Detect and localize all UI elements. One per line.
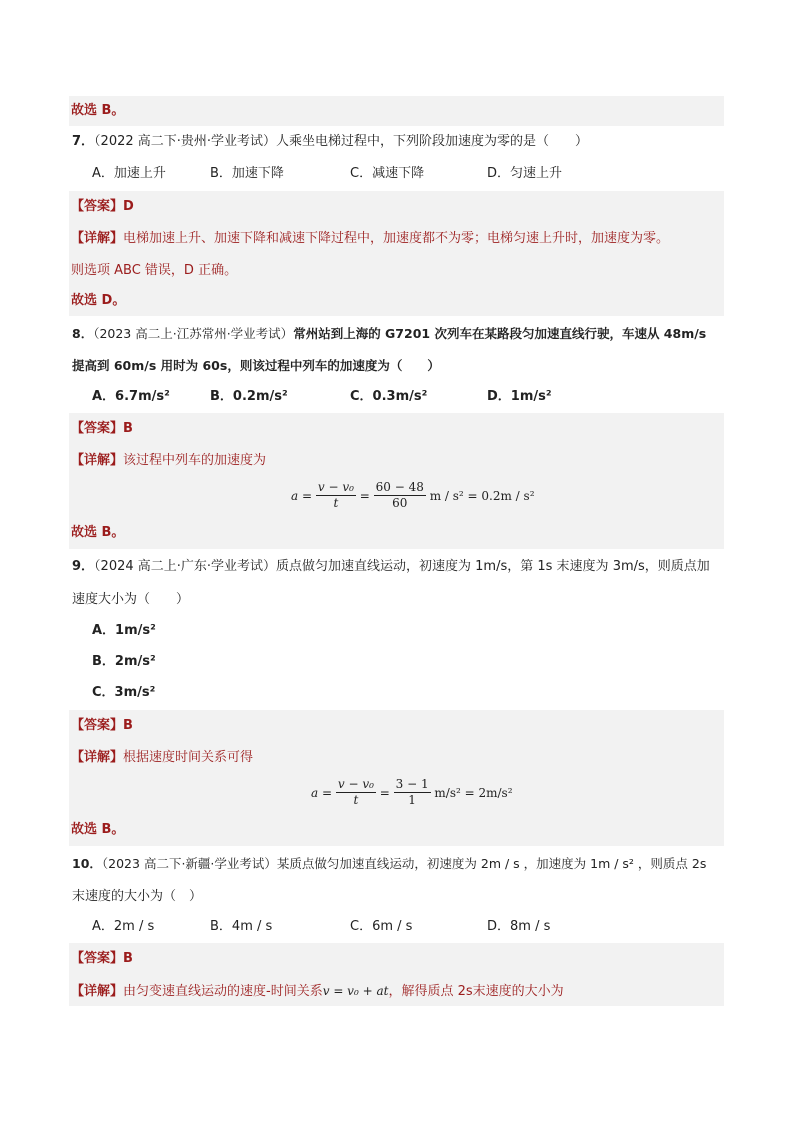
q8-answer-row xyxy=(69,413,724,445)
q10-stem-row xyxy=(70,850,724,878)
q10-detail-tag: 【详解】 xyxy=(71,984,124,999)
q9-conclusion: 故选 B。 xyxy=(71,822,125,837)
q8-detail-row xyxy=(69,445,724,477)
q9-option-a: A．1m/s² xyxy=(92,623,156,638)
q8-option-a: A．6.7m/s² xyxy=(92,389,170,404)
q10-stem xyxy=(72,854,706,874)
q8-formula xyxy=(291,480,535,511)
q9-answer-value: B xyxy=(123,718,133,733)
q9-detail-row xyxy=(69,742,724,774)
q9-stem xyxy=(72,557,710,577)
q9-source: （2024 高二上·广东·学业考试） xyxy=(94,559,277,574)
q6-conclusion-row xyxy=(69,96,724,126)
q7-option-d: D．匀速上升 xyxy=(487,166,563,181)
q9-frac1-den: t xyxy=(353,793,359,807)
q8-frac2-num: 60 − 48 xyxy=(375,480,424,494)
q9-conclusion-row xyxy=(69,814,724,846)
q8-option-d: D．1m/s² xyxy=(487,389,552,404)
q9-answer xyxy=(71,716,133,736)
q10-option-c: C．6m / s xyxy=(350,919,413,934)
q8-detail-tag: 【详解】 xyxy=(71,453,124,468)
q8-stem-row-2 xyxy=(70,352,724,380)
q9-frac1-num: v − v₀ xyxy=(337,777,374,791)
q10-source: （2023 高二下·新疆·学业考试） xyxy=(101,856,277,871)
q8-frac2-den: 60 xyxy=(392,496,408,510)
q8-stem-row xyxy=(70,320,724,348)
q9-option-c: C．3m/s² xyxy=(92,685,156,700)
q7-detail-tag: 【详解】 xyxy=(71,231,124,246)
q9-formula-eq: = xyxy=(379,785,390,800)
q8-options-row xyxy=(70,385,724,411)
q7-conclusion: 故选 D。 xyxy=(71,293,126,308)
q9-detail-tag: 【详解】 xyxy=(71,750,124,765)
q7-option-b: B．加速下降 xyxy=(210,166,284,181)
q9-answer-tag: 【答案】 xyxy=(71,718,124,733)
q7-answer-tag: 【答案】 xyxy=(71,199,124,214)
q10-question-2: 末速度的大小为（ ） xyxy=(72,889,203,904)
q10-option-d: D．8m / s xyxy=(487,919,551,934)
q10-answer-row xyxy=(69,943,724,975)
q7-detail-row xyxy=(69,223,724,255)
q8-detail-text: 该过程中列车的加速度为 xyxy=(123,453,267,468)
q8-number: 8． xyxy=(72,326,94,341)
q10-detail-formula: v = v₀ + at xyxy=(322,984,389,998)
q9-answer-row xyxy=(69,710,724,742)
q8-question: 常州站到上海的 G7201 次列车在某路段匀加速直线行驶，车速从 48m/s xyxy=(293,326,707,341)
q7-options-row xyxy=(70,162,724,188)
q9-option-b-row xyxy=(70,651,724,677)
q9-detail xyxy=(71,748,253,768)
q9-formula-frac1 xyxy=(336,777,376,808)
q7-option-a: A．加速上升 xyxy=(92,166,166,181)
q8-answer xyxy=(71,419,133,439)
q8-formula-rhs: m / s² = 0.2m / s² xyxy=(429,488,535,503)
q8-conclusion: 故选 B。 xyxy=(71,525,125,540)
q8-source: （2023 高二上·江苏常州·学业考试） xyxy=(93,326,294,341)
q9-question-2: 速度大小为（ ） xyxy=(72,592,190,607)
q8-stem xyxy=(72,324,706,344)
q9-number: 9． xyxy=(72,559,95,574)
q10-stem-row-2 xyxy=(70,883,724,911)
q8-conclusion-row xyxy=(69,517,724,549)
q8-formula-frac2 xyxy=(374,480,426,511)
q7-option-c: C．减速下降 xyxy=(350,166,425,181)
q8-option-b: B．0.2m/s² xyxy=(210,389,288,404)
q9-formula xyxy=(311,777,513,808)
q7-stem-row xyxy=(70,128,724,156)
q10-options-row xyxy=(70,915,724,941)
q7-answer-value: D xyxy=(123,199,134,214)
q10-detail-row xyxy=(69,975,724,1006)
q10-detail-pre: 由匀变速直线运动的速度-时间关系 xyxy=(123,984,323,999)
q6-conclusion: 故选 B。 xyxy=(71,103,125,118)
q7-answer xyxy=(71,197,134,217)
q8-formula-lhs: a = xyxy=(291,488,313,503)
q10-answer xyxy=(71,949,133,969)
q9-formula-row xyxy=(69,774,724,814)
q9-frac2-num: 3 − 1 xyxy=(395,777,429,791)
q9-formula-lhs: a = xyxy=(311,785,333,800)
q9-option-b: B．2m/s² xyxy=(92,654,156,669)
q10-answer-value: B xyxy=(123,951,133,966)
q10-number: 10． xyxy=(72,856,102,871)
q8-detail xyxy=(71,451,266,471)
q10-answer-tag: 【答案】 xyxy=(71,951,124,966)
q7-detail xyxy=(71,229,669,249)
q7-stem xyxy=(72,132,588,152)
q9-stem-row xyxy=(70,553,724,581)
q7-conclusion-row xyxy=(69,287,724,316)
q9-option-c-row xyxy=(70,682,724,708)
q7-detail-2: 则选项 ABC 错误，D 正确。 xyxy=(71,263,238,278)
q10-question: 某质点做匀加速直线运动，初速度为 2m / s ，加速度为 1m / s² ，则质点 2s xyxy=(276,856,707,871)
q10-option-a: A．2m / s xyxy=(92,919,155,934)
q8-formula-eq: = xyxy=(359,488,370,503)
q9-question: 质点做匀加速直线运动，初速度为 1m/s，第 1s 末速度为 3m/s，则质点加 xyxy=(276,559,710,574)
q9-option-a-row xyxy=(70,620,724,646)
q7-detail-text: 电梯加速上升、加速下降和减速下降过程中，加速度都不为零；电梯匀速上升时，加速度为零。 xyxy=(123,231,670,246)
q7-source: （2022 高二下·贵州·学业考试） xyxy=(94,134,277,149)
q9-formula-frac2 xyxy=(394,777,431,808)
q7-answer-row xyxy=(69,191,724,223)
q9-frac2-den: 1 xyxy=(408,793,416,807)
q8-formula-row xyxy=(69,477,724,517)
q10-detail-post: ，解得质点 2s末速度的大小为 xyxy=(388,984,564,999)
q8-answer-tag: 【答案】 xyxy=(71,421,124,436)
q9-formula-rhs: m/s² = 2m/s² xyxy=(434,785,513,800)
q8-formula-frac1 xyxy=(316,480,356,511)
q7-number: 7． xyxy=(72,134,95,149)
q7-question: 人乘坐电梯过程中，下列阶段加速度为零的是（ ） xyxy=(276,134,589,149)
q8-question-2: 提高到 60m/s 用时为 60s，则该过程中列车的加速度为（ ） xyxy=(72,358,440,373)
q8-frac1-num: v − v₀ xyxy=(317,480,354,494)
q9-detail-text: 根据速度时间关系可得 xyxy=(123,750,254,765)
q8-answer-value: B xyxy=(123,421,133,436)
q10-detail xyxy=(71,981,564,1002)
q10-option-b: B．4m / s xyxy=(210,919,273,934)
q9-stem-row-2 xyxy=(70,586,724,614)
q8-frac1-den: t xyxy=(333,496,339,510)
q7-detail-row-2 xyxy=(69,255,724,287)
q8-option-c: C．0.3m/s² xyxy=(350,389,428,404)
